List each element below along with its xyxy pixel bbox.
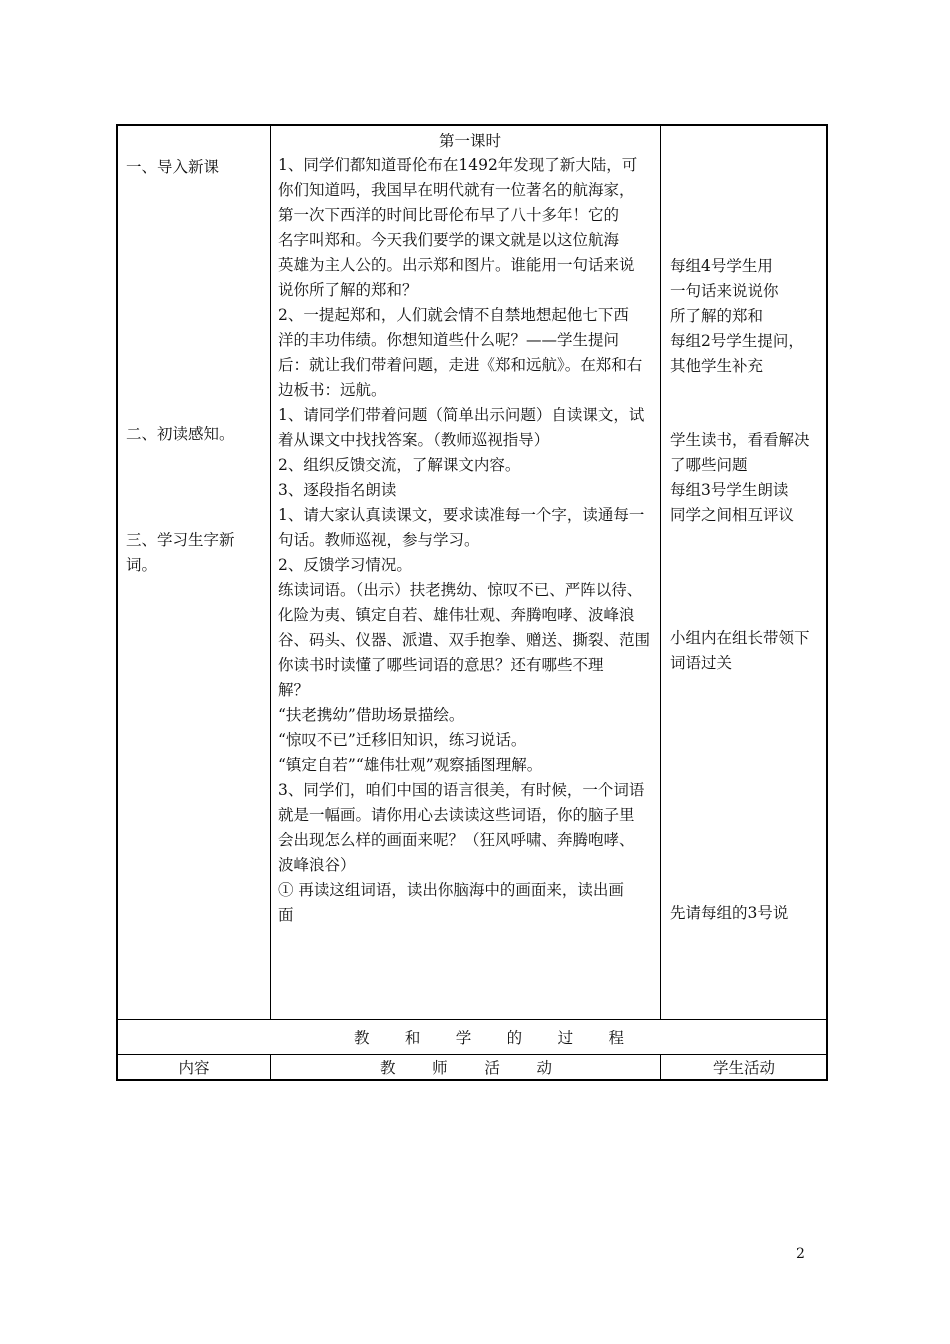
teacher-line: 你读书时读懂了哪些词语的意思？还有哪些不理	[278, 656, 604, 674]
teacher-line: 2、反馈学习情况。	[278, 556, 412, 574]
student-line: 了哪些问题	[670, 456, 748, 474]
section-label-intro: 一、导入新课	[126, 158, 220, 176]
student-activity-reading	[670, 428, 828, 528]
lesson-period-heading: 第一课时	[438, 132, 501, 150]
divider-content-teacher	[270, 126, 271, 1019]
student-line: 学生读书，看看解决	[670, 431, 810, 449]
divider-process-row	[118, 1019, 826, 1020]
teacher-line: 化险为夷、镇定自若、雄伟壮观、奔腾咆哮、波峰浪	[278, 606, 635, 624]
teacher-line: 3、逐段指名朗读	[278, 481, 397, 499]
student-activity-intro	[670, 254, 828, 379]
teacher-line: 英雄为主人公的。出示郑和图片。谁能用一句话来说	[278, 256, 635, 274]
student-line: 先请每组的3号说	[670, 904, 789, 922]
teacher-line: ① 再读这组词语，读出你脑海中的画面来，读出画	[278, 881, 624, 899]
page-number: 2	[796, 1246, 805, 1262]
process-title-char: 学	[455, 1029, 472, 1047]
teacher-line: 面	[278, 906, 294, 924]
student-activity-speaking	[670, 901, 828, 926]
process-title-char: 过	[557, 1029, 574, 1047]
column-header-teacher-char: 教	[380, 1059, 396, 1077]
process-title	[354, 1026, 624, 1051]
teacher-line: 会出现怎么样的画面来呢？（狂风呼啸、奔腾咆哮、	[278, 831, 635, 849]
student-line: 所了解的郑和	[670, 307, 764, 325]
teacher-line: “惊叹不已”迁移旧知识，练习说话。	[278, 731, 527, 749]
teacher-line: 名字叫郑和。今天我们要学的课文就是以这位航海	[278, 231, 620, 249]
divider-header-row	[118, 1054, 826, 1055]
divider-header-1	[270, 1054, 271, 1081]
teacher-line: 解？	[278, 681, 310, 699]
teacher-line: 练读词语。（出示）扶老携幼、惊叹不已、严阵以待、	[278, 581, 643, 599]
process-title-char: 的	[506, 1029, 523, 1047]
column-header-teacher-char: 活	[484, 1059, 500, 1077]
student-line: 一句话来说说你	[670, 282, 779, 300]
process-title-char: 程	[608, 1029, 624, 1047]
teacher-line: 说你所了解的郑和？	[278, 281, 418, 299]
teacher-line: 句话。教师巡视，参与学习。	[278, 531, 480, 549]
teacher-line: 1、同学们都知道哥伦布在1492年发现了新大陆，可	[278, 156, 638, 174]
teacher-line: “镇定自若”“雄伟壮观”观察插图理解。	[278, 756, 543, 774]
teacher-line: 1、请大家认真读课文，要求读准每一个字，读通每一	[278, 506, 645, 524]
section-label-first-reading: 二、初读感知。	[126, 425, 235, 443]
column-header-content: 内容	[178, 1059, 210, 1077]
teacher-line: 洋的丰功伟绩。你想知道些什么呢？——学生提问	[278, 331, 620, 349]
teacher-line: 就是一幅画。请你用心去读读这些词语，你的脑子里	[278, 806, 635, 824]
process-title-char: 教	[354, 1029, 370, 1047]
column-header-student: 学生活动	[712, 1059, 775, 1077]
teacher-line: 2、一提起郑和，人们就会情不自禁地想起他七下西	[278, 306, 629, 324]
student-line: 每组3号学生朗读	[670, 481, 789, 499]
column-header-teacher-char: 动	[536, 1059, 552, 1077]
student-line: 同学之间相互评议	[670, 506, 795, 524]
student-line: 其他学生补充	[670, 357, 764, 375]
student-activity-vocabulary	[670, 626, 828, 676]
teacher-line: 后：就让我们带着问题，走进《郑和远航》。在郑和右	[278, 356, 643, 374]
student-line: 小组内在组长带领下	[670, 629, 810, 647]
teacher-line: 你们知道吗，我国早在明代就有一位著名的航海家，	[278, 181, 635, 199]
teacher-line: 第一次下西洋的时间比哥伦布早了八十多年！它的	[278, 206, 620, 224]
lesson-plan-table	[116, 124, 828, 1081]
teacher-line: 波峰浪谷）	[278, 856, 356, 874]
teacher-activity-text	[278, 153, 662, 928]
teacher-line: 着从课文中找找答案。（教师巡视指导）	[278, 431, 550, 449]
student-line: 词语过关	[670, 654, 733, 672]
teacher-line: “扶老携幼”借助场景描绘。	[278, 706, 465, 724]
process-title-char: 和	[404, 1029, 421, 1047]
teacher-line: 1、请同学们带着问题（简单出示问题）自读课文，试	[278, 406, 645, 424]
student-line: 每组4号学生用	[670, 257, 773, 275]
student-line: 每组2号学生提问，	[670, 332, 804, 350]
teacher-line: 3、同学们，咱们中国的语言很美，有时候，一个词语	[278, 781, 645, 799]
column-header-teacher	[380, 1056, 552, 1081]
column-header-teacher-char: 师	[432, 1059, 448, 1077]
teacher-line: 2、组织反馈交流，了解课文内容。	[278, 456, 521, 474]
section-label-vocabulary: 三、学习生字新词。	[126, 531, 235, 574]
teacher-line: 边板书：远航。	[278, 381, 387, 399]
teacher-line: 谷、码头、仪器、派遣、双手抱拳、赠送、撕裂、范围	[278, 631, 651, 649]
